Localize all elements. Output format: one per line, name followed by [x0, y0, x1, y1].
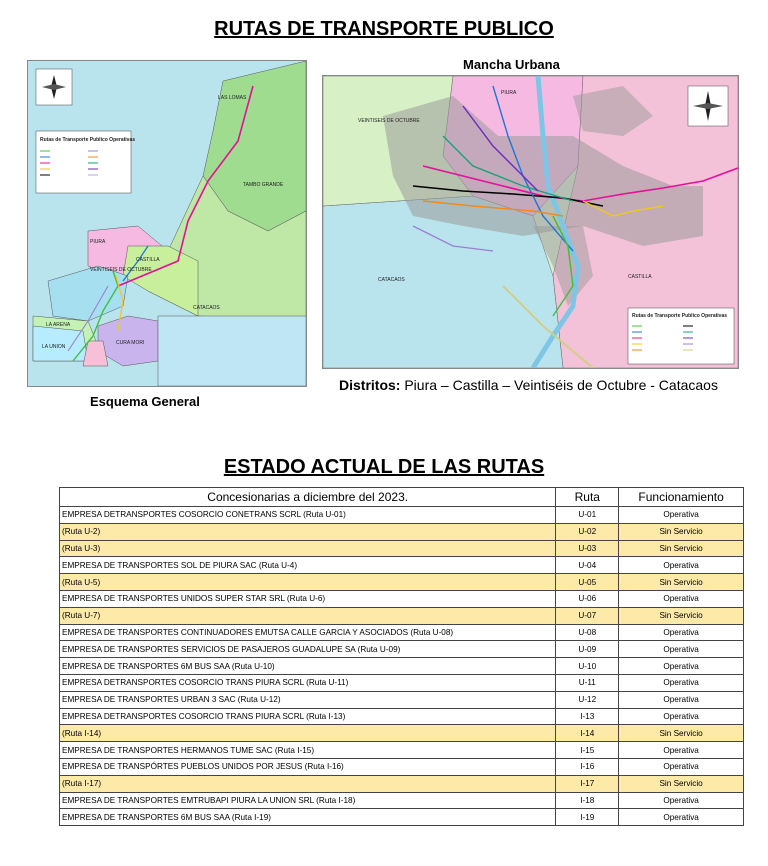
- table-row: [60, 641, 744, 658]
- status-cell: Operativa: [619, 658, 744, 675]
- company-cell: EMPRESA DETRANSPORTES COSORCIO TRANS PIURA SCRL (Ruta U-11): [60, 674, 556, 691]
- status-cell: Sin Servicio: [619, 607, 744, 624]
- company-cell: EMPRESA DE TRANSPORTES SOL DE PIURA SAC (Ruta U-4): [60, 557, 556, 574]
- route-cell: U-09: [556, 641, 619, 658]
- general-scheme-map: [27, 60, 307, 387]
- route-cell: U-04: [556, 557, 619, 574]
- company-cell: EMPRESA DE TRANSPORTES EMTRUBAPI PIURA LA UNION SRL (Ruta I-18): [60, 792, 556, 809]
- label-la-arena: LA ARENA: [46, 322, 71, 328]
- label-cura-mori: CURA MORI: [116, 340, 145, 346]
- right-map-heading: Mancha Urbana: [463, 57, 560, 72]
- status-cell: Sin Servicio: [619, 574, 744, 591]
- company-cell: EMPRESA DE TRANSPORTES SERVICIOS DE PASAJEROS GUADALUPE SA (Ruta U-09): [60, 641, 556, 658]
- header-concesionarias: Concesionarias a diciembre del 2023.: [60, 488, 556, 507]
- company-cell: EMPRESA DETRANSPORTES COSORCIO TRANS PIURA SCRL (Ruta I-13): [60, 708, 556, 725]
- routes-table: [59, 487, 744, 826]
- route-cell: U-11: [556, 674, 619, 691]
- left-map-caption: Esquema General: [90, 394, 200, 409]
- route-cell: I-16: [556, 758, 619, 775]
- label-catacaos-left: CATACAOS: [193, 305, 220, 311]
- page-title: RUTAS DE TRANSPORTE PUBLICO: [214, 18, 554, 40]
- route-cell: I-15: [556, 742, 619, 759]
- table-row: [60, 607, 744, 624]
- company-cell: (Ruta I-14): [60, 725, 556, 742]
- status-cell: Operativa: [619, 708, 744, 725]
- districts-label: Distritos:: [339, 377, 401, 393]
- status-cell: Operativa: [619, 758, 744, 775]
- company-cell: EMPRESA DE TRANSPORTES HERMANOS TUME SAC (Ruta I-15): [60, 742, 556, 759]
- route-cell: U-05: [556, 574, 619, 591]
- table-row: [60, 708, 744, 725]
- status-cell: Operativa: [619, 792, 744, 809]
- table-row: [60, 658, 744, 675]
- districts-text: Piura – Castilla – Veintiséis de Octubre - Catacaos: [400, 377, 718, 393]
- left-legend-title: Rutas de Transporte Publico Operativas: [40, 137, 136, 143]
- status-cell: Sin Servicio: [619, 725, 744, 742]
- status-cell: Operativa: [619, 809, 744, 826]
- status-cell: Sin Servicio: [619, 523, 744, 540]
- company-cell: EMPRESA DE TRANSPORTES UNIDOS SUPER STAR SRL (Ruta U-6): [60, 590, 556, 607]
- label-piura-right: PIURA: [501, 90, 517, 96]
- table-row: [60, 540, 744, 557]
- table-row: [60, 742, 744, 759]
- route-cell: I-13: [556, 708, 619, 725]
- route-cell: U-07: [556, 607, 619, 624]
- header-funcionamiento: Funcionamiento: [619, 488, 744, 507]
- route-cell: U-10: [556, 658, 619, 675]
- status-cell: Operativa: [619, 691, 744, 708]
- label-veintiseis-right: VEINTISEIS DE OCTUBRE: [358, 118, 420, 124]
- company-cell: (Ruta I-17): [60, 775, 556, 792]
- status-cell: Operativa: [619, 557, 744, 574]
- table-row: [60, 725, 744, 742]
- header-ruta: Ruta: [556, 488, 619, 507]
- route-cell: U-06: [556, 590, 619, 607]
- table-row: [60, 775, 744, 792]
- urban-area-map: [322, 75, 739, 369]
- status-cell: Operativa: [619, 507, 744, 524]
- status-cell: Sin Servicio: [619, 540, 744, 557]
- districts-line: [339, 377, 718, 393]
- table-row: [60, 507, 744, 524]
- table-row: [60, 557, 744, 574]
- status-cell: Operativa: [619, 641, 744, 658]
- company-cell: EMPRESA DE TRANSPÓRTES PUEBLOS UNIDOS POR JESUS (Ruta I-16): [60, 758, 556, 775]
- table-row: [60, 758, 744, 775]
- table-row: [60, 624, 744, 641]
- route-cell: U-03: [556, 540, 619, 557]
- label-piura-left: PIURA: [90, 239, 106, 245]
- route-cell: U-01: [556, 507, 619, 524]
- route-cell: I-14: [556, 725, 619, 742]
- right-legend-title: Rutas de Transporte Publico Operativas: [632, 313, 728, 319]
- company-cell: (Ruta U-2): [60, 523, 556, 540]
- company-cell: EMPRESA DE TRANSPORTES 6M BUS SAA (Ruta U-10): [60, 658, 556, 675]
- company-cell: (Ruta U-7): [60, 607, 556, 624]
- label-veintiseis-left: VEINTISEIS DE OCTUBRE: [90, 267, 152, 273]
- route-cell: I-18: [556, 792, 619, 809]
- table-row: [60, 574, 744, 591]
- company-cell: EMPRESA DE TRANSPORTES CONTINUADORES EMUTSA CALLE GARCIA Y ASOCIADOS (Ruta U-08): [60, 624, 556, 641]
- table-row: [60, 792, 744, 809]
- status-cell: Operativa: [619, 742, 744, 759]
- company-cell: EMPRESA DE TRANSPORTES URBAN 3 SAC (Ruta U-12): [60, 691, 556, 708]
- label-castilla-left: CASTILLA: [136, 257, 160, 263]
- status-cell: Sin Servicio: [619, 775, 744, 792]
- table-row: [60, 674, 744, 691]
- status-cell: Operativa: [619, 590, 744, 607]
- status-cell: Operativa: [619, 674, 744, 691]
- label-castilla-right: CASTILLA: [628, 274, 652, 280]
- status-cell: Operativa: [619, 624, 744, 641]
- company-cell: EMPRESA DE TRANSPORTES 6M BUS SAA (Ruta I-19): [60, 809, 556, 826]
- routes-section-title: ESTADO ACTUAL DE LAS RUTAS: [223, 456, 545, 478]
- company-cell: (Ruta U-3): [60, 540, 556, 557]
- route-cell: I-17: [556, 775, 619, 792]
- label-las-lomas: LAS LOMAS: [218, 95, 247, 101]
- route-cell: I-19: [556, 809, 619, 826]
- label-la-union: LA UNION: [42, 344, 66, 350]
- route-cell: U-12: [556, 691, 619, 708]
- route-cell: U-02: [556, 523, 619, 540]
- table-row: [60, 523, 744, 540]
- label-tambo-grande: TAMBO GRANDE: [243, 182, 284, 188]
- table-row: [60, 691, 744, 708]
- route-cell: U-08: [556, 624, 619, 641]
- table-row: [60, 590, 744, 607]
- table-row: [60, 809, 744, 826]
- label-catacaos-right: CATACAOS: [378, 277, 405, 283]
- company-cell: EMPRESA DETRANSPORTES COSORCIO CONETRANS SCRL (Ruta U-01): [60, 507, 556, 524]
- company-cell: (Ruta U-5): [60, 574, 556, 591]
- table-header-row: [60, 488, 744, 507]
